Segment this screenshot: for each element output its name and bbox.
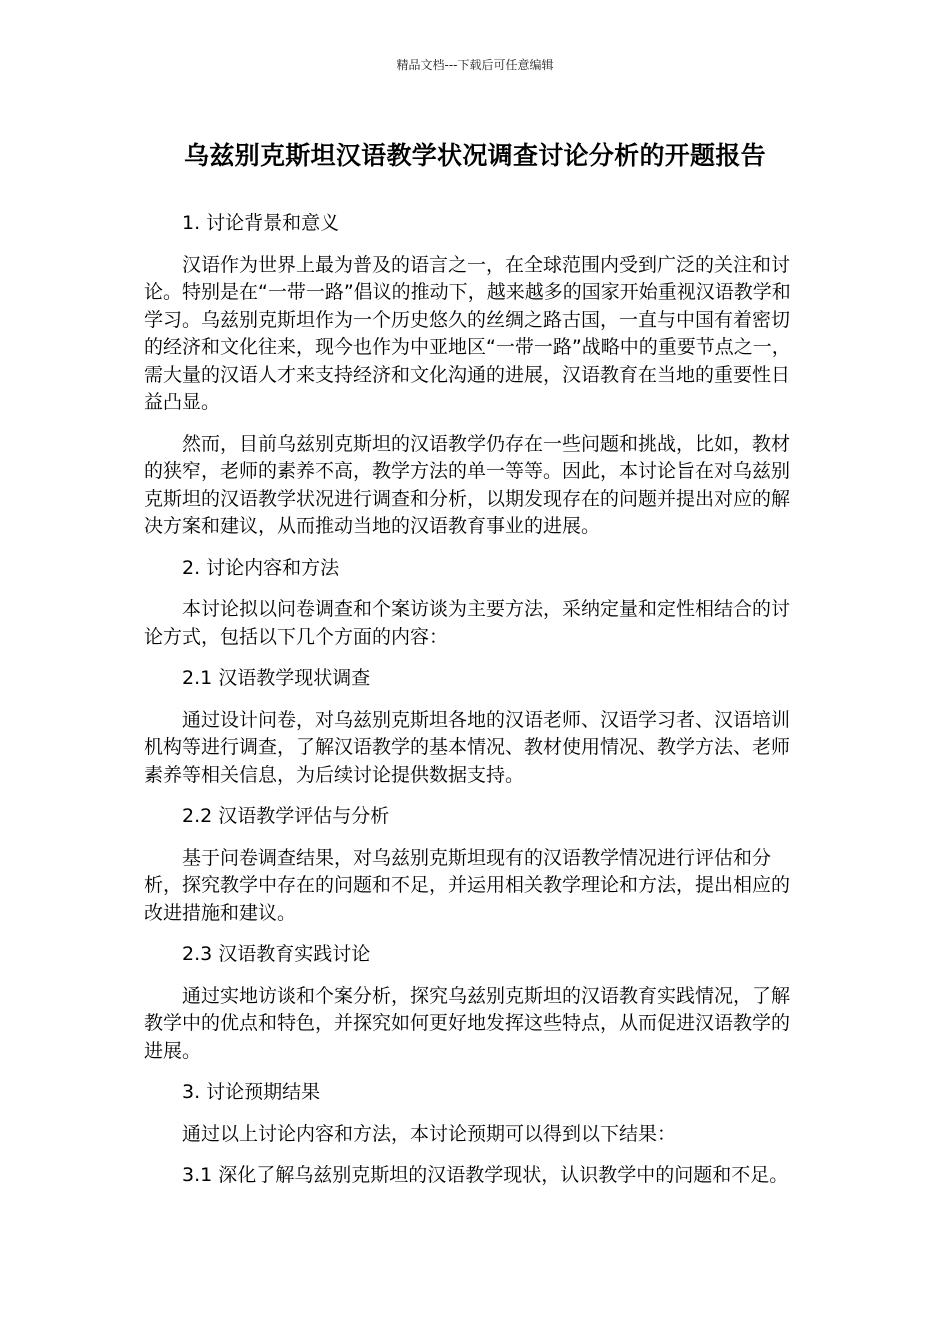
paragraph-evaluation: 基于问卷调查结果，对乌兹别克斯坦现有的汉语教学情况进行评估和分析，探究教学中存在的问题和不足，并运用相关教学理论和方法，提出相应的改进措施和建议。 xyxy=(144,846,791,924)
section-heading-background: 1. 讨论背景和意义 xyxy=(182,212,340,234)
paragraph-problems: 然而，目前乌兹别克斯坦的汉语教学仍存在一些问题和挑战，比如，教材的狭窄，老师的素养不高，教学方法的单一等等。因此，本讨论旨在对乌兹别克斯坦的汉语教学状况进行调查和分析，以期发现存在的问题并提出对应的解决方案和建议，从而推动当地的汉语教育事业的进展。 xyxy=(144,432,791,537)
subsection-heading-evaluation: 2.2 汉语教学评估与分析 xyxy=(182,805,390,827)
document-body xyxy=(144,210,800,1190)
paragraph-methods-intro: 本讨论拟以问卷调查和个案访谈为主要方法，采纳定量和定性相结合的讨论方式，包括以下几个方面的内容： xyxy=(144,598,791,648)
page-header: 精品文档---下载后可任意编辑 xyxy=(396,58,554,72)
section-heading-expected-results: 3. 讨论预期结果 xyxy=(182,1081,321,1103)
paragraph-background: 汉语作为世界上最为普及的语言之一，在全球范围内受到广泛的关注和讨论。特别是在“一带一路”倡议的推动下，越来越多的国家开始重视汉语教学和学习。乌兹别克斯坦作为一个历史悠久的丝绸之路古国，一直与中国有着密切的经济和文化往来，现今也作为中亚地区“一带一路”战略中的重要节点之一，需大量的汉语人才来支持经济和文化沟通的进展，汉语教育在当地的重要性日益凸显。 xyxy=(144,253,791,413)
subsection-heading-survey: 2.1 汉语教学现状调查 xyxy=(182,667,371,689)
section-heading-methods: 2. 讨论内容和方法 xyxy=(182,556,340,579)
document-title: 乌兹别克斯坦汉语教学状况调查讨论分析的开题报告 xyxy=(184,141,766,170)
subsection-heading-practice: 2.3 汉语教育实践讨论 xyxy=(182,943,371,965)
paragraph-practice: 通过实地访谈和个案分析，探究乌兹别克斯坦的汉语教育实践情况，了解教学中的优点和特色，并探究如何更好地发挥这些特点，从而促进汉语教学的进展。 xyxy=(144,984,791,1062)
paragraph-expected-intro: 通过以上讨论内容和方法，本讨论预期可以得到以下结果： xyxy=(182,1122,677,1145)
paragraph-result-3-1: 3.1 深化了解乌兹别克斯坦的汉语教学现状，认识教学中的问题和不足。 xyxy=(182,1164,789,1186)
paragraph-survey: 通过设计问卷，对乌兹别克斯坦各地的汉语老师、汉语学习者、汉语培训机构等进行调查，了解汉语教学的基本情况、教材使用情况、教学方法、老师素养等相关信息，为后续讨论提供数据支持。 xyxy=(144,708,791,786)
